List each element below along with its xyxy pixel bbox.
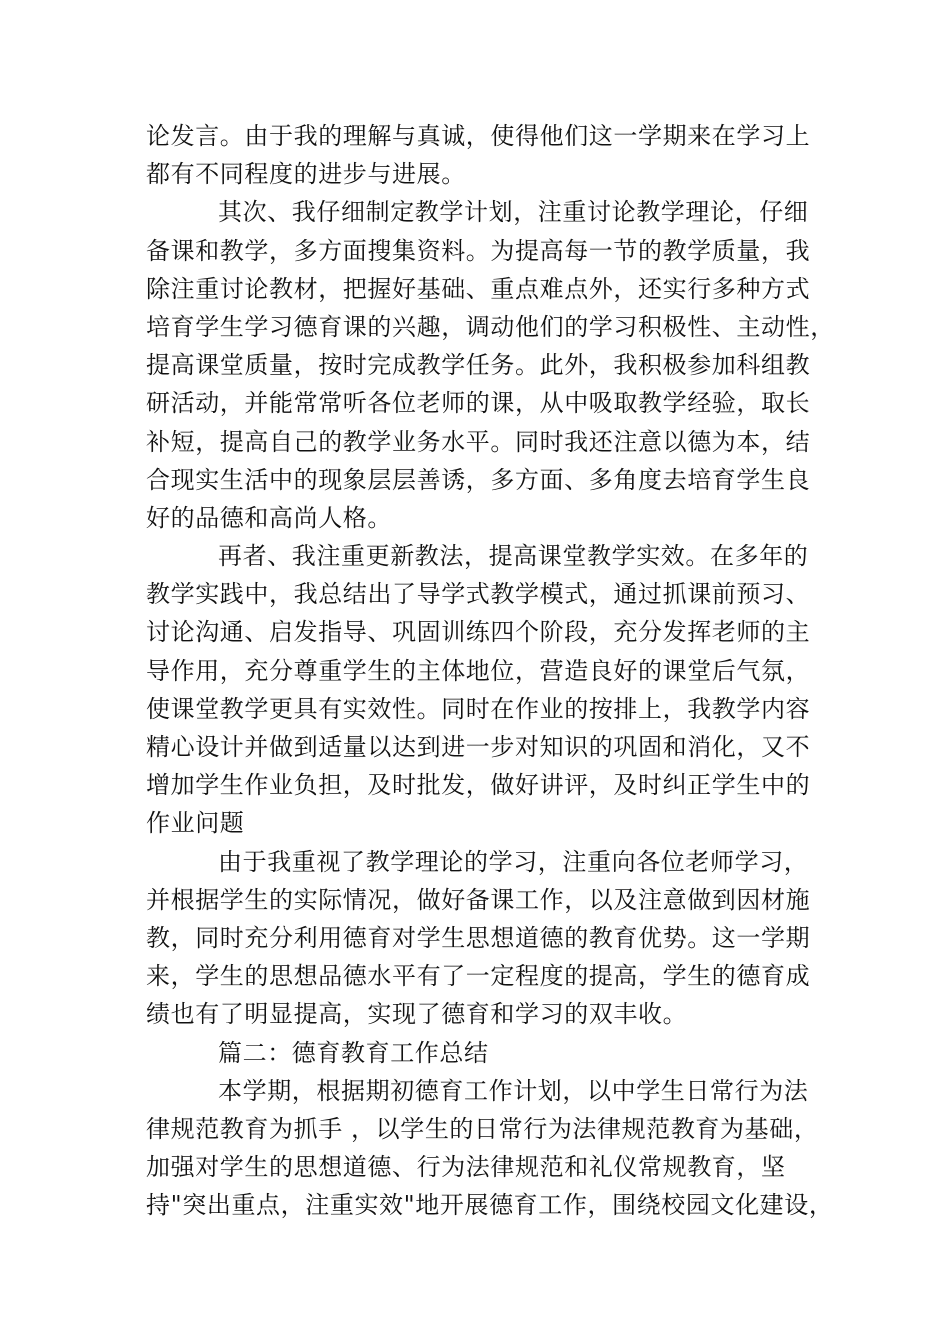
text-line: 加强对学生的思想道德、行为法律规范和礼仪常规教育，坚 — [146, 1153, 786, 1182]
text-line: 论发言。由于我的理解与真诚，使得他们这一学期来在学习上 — [146, 122, 811, 150]
text-line: 备课和教学，多方面搜集资料。为提高每一节的教学质量，我 — [146, 236, 811, 265]
text-line: 再者、我注重更新教法，提高课堂教学实效。在多年的 — [218, 542, 809, 571]
text-line: 本学期，根据期初德育工作计划，以中学生日常行为法 — [218, 1076, 809, 1105]
text-line: 绩也有了明显提高，实现了德育和学习的双丰收。 — [146, 1000, 688, 1029]
text-line: 由于我重视了教学理论的学习，注重向各位老师学习， — [218, 847, 809, 876]
text-line: 其次、我仔细制定教学计划，注重讨论教学理论，仔细 — [218, 198, 809, 227]
text-line: 精心设计并做到适量以达到进一步对知识的巩固和消化，又不 — [146, 733, 811, 761]
text-line: 并根据学生的实际情况，做好备课工作，以及注意做到因材施 — [146, 885, 811, 914]
text-line: 来，学生的思想品德水平有了一定程度的提高，学生的德育成 — [146, 962, 811, 991]
text-line: 教学实践中，我总结出了导学式教学模式，通过抓课前预习、 — [146, 580, 811, 609]
text-line: 补短，提高自己的教学业务水平。同时我还注意以德为本，结 — [146, 427, 811, 456]
text-line: 培育学生学习德育课的兴趣，调动他们的学习积极性、主动性， — [146, 312, 835, 341]
text-line: 研活动，并能常常听各位老师的课，从中吸取教学经验，取长 — [146, 389, 811, 418]
text-line: 篇二：德育教育工作总结 — [218, 1038, 489, 1067]
text-line: 使课堂教学更具有实效性。同时在作业的按排上，我教学内容 — [146, 694, 811, 723]
text-line: 提高课堂质量，按时完成教学任务。此外，我积极参加科组教 — [146, 351, 811, 380]
text-line: 讨论沟通、启发指导、巩固训练四个阶段，充分发挥老师的主 — [146, 618, 811, 647]
text-line: 持"突出重点，注重实效"地开展德育工作，围绕校园文化建设， — [146, 1191, 834, 1220]
text-line: 教，同时充分利用德育对学生思想道德的教育优势。这一学期 — [146, 923, 811, 952]
text-line: 增加学生作业负担，及时批发，做好讲评，及时纠正学生中的 — [146, 771, 811, 800]
text-line: 好的品德和高尚人格。 — [146, 503, 392, 532]
text-line: 都有不同程度的进步与进展。 — [146, 160, 466, 189]
text-line: 合现实生活中的现象层层善诱，多方面、多角度去培育学生良 — [146, 465, 811, 494]
text-line: 律规范教育为抓手 ，以学生的日常行为法律规范教育为基础， — [146, 1114, 819, 1143]
text-line: 作业问题 — [146, 809, 245, 838]
text-line: 导作用，充分尊重学生的主体地位，营造良好的课堂后气氛， — [146, 656, 811, 685]
text-line: 除注重讨论教材，把握好基础、重点难点外，还实行多种方式 — [146, 274, 811, 303]
document-body — [146, 117, 835, 1224]
